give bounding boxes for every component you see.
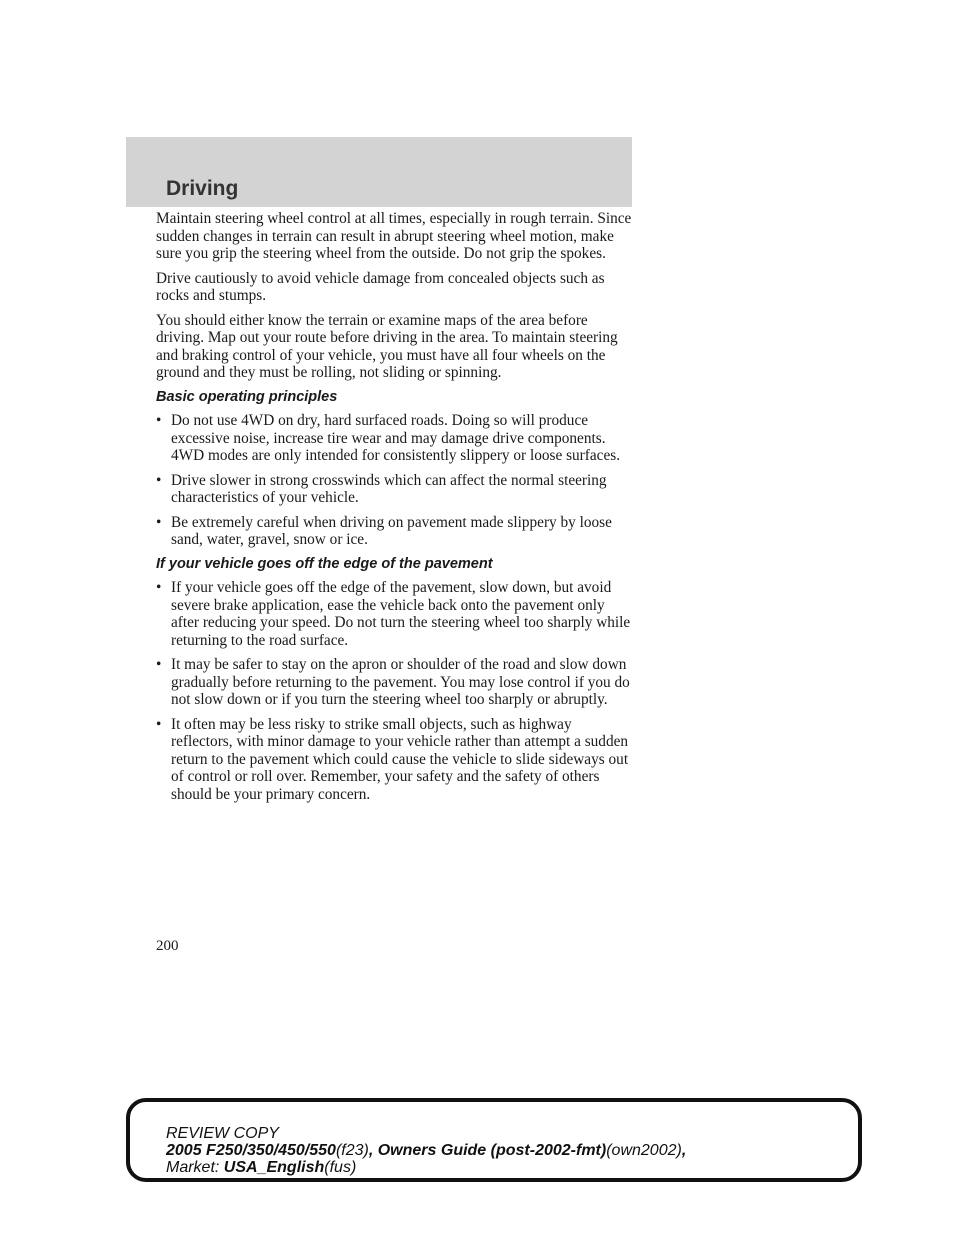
paragraph: Drive cautiously to avoid vehicle damage from concealed objects such as rocks and stumps. — [156, 269, 605, 304]
guide-code: (own2002) — [606, 1142, 682, 1159]
bullet-icon: • — [156, 513, 162, 531]
bullet-icon: • — [156, 715, 162, 733]
bullet-icon: • — [156, 656, 162, 673]
model-name: 2005 F250/350/450/550 — [166, 1142, 336, 1159]
list-item-text: It often may be less risky to strike small objects, such as highway reflectors, with minor damage to your vehicle rather than attempt a sudden return to the pavement which could cause the vehicle to slide sideways out of control or roll over. Remember, your safety and the safety of others should be your primary concern. — [171, 715, 629, 803]
section-title: Driving — [166, 177, 239, 200]
list-item — [156, 579, 636, 649]
market-label: Market: — [166, 1159, 220, 1176]
list-item-text: If your vehicle goes off the edge of the pavement, slow down, but avoid severe brake application, ease the vehicle back onto the pavement only after reducing your speed. Do not turn the steering wheel too sharply while returning to the road surface. — [171, 579, 631, 649]
list-item — [156, 514, 636, 549]
list-item-text: Drive slower in strong crosswinds which can affect the normal steering characteristics of your vehicle. — [171, 471, 607, 506]
page-content — [156, 210, 636, 810]
list-item — [156, 412, 636, 465]
guide-name: , Owners Guide (post-2002-fmt) — [368, 1142, 607, 1159]
market-name: USA_English — [223, 1159, 325, 1176]
bullet-icon: • — [156, 579, 162, 596]
review-model-line — [166, 1142, 846, 1159]
market-code: (fus) — [324, 1159, 357, 1176]
list-item — [156, 472, 636, 507]
list-item-text: Do not use 4WD on dry, hard surfaced roads. Doing so will produce excessive noise, increase tire wear and may damage drive components. 4WD modes are only intended for consistently slippery or loose surfaces. — [171, 412, 621, 464]
review-copy-text — [166, 1125, 846, 1176]
list-item — [156, 656, 636, 709]
review-label: REVIEW COPY — [166, 1125, 279, 1142]
bullet-icon: • — [156, 471, 162, 489]
section-heading-off-pavement: If your vehicle goes off the edge of the pavement — [156, 555, 493, 572]
bullet-list-off-pavement — [156, 579, 636, 803]
section-heading-basic-principles: Basic operating principles — [156, 388, 338, 405]
trailing-comma: , — [681, 1142, 687, 1159]
paragraph: You should either know the terrain or examine maps of the area before driving. Map out your route before driving in the area. To maintain steering and braking control of your vehicle, you must have all four wheels on the ground and they must be rolling, not sliding or spinning. — [156, 311, 618, 381]
model-code: (f23) — [335, 1142, 369, 1159]
list-item — [156, 716, 636, 804]
paragraph: Maintain steering wheel control at all times, especially in rough terrain. Since sudden changes in terrain can result in abrupt steering wheel motion, make sure you grip the steering wheel from the outside. Do not grip the spokes. — [156, 210, 632, 262]
list-item-text: Be extremely careful when driving on pavement made slippery by loose sand, water, gravel, snow or ice. — [171, 513, 612, 548]
review-market-line — [166, 1159, 846, 1176]
bullet-list-basic-principles — [156, 412, 636, 549]
bullet-icon: • — [156, 412, 162, 429]
page-number: 200 — [156, 938, 179, 954]
list-item-text: It may be safer to stay on the apron or shoulder of the road and slow down gradually before returning to the pavement. You may lose control if you do not slow down or if you turn the steering wheel too sharply or abruptly. — [171, 656, 630, 708]
